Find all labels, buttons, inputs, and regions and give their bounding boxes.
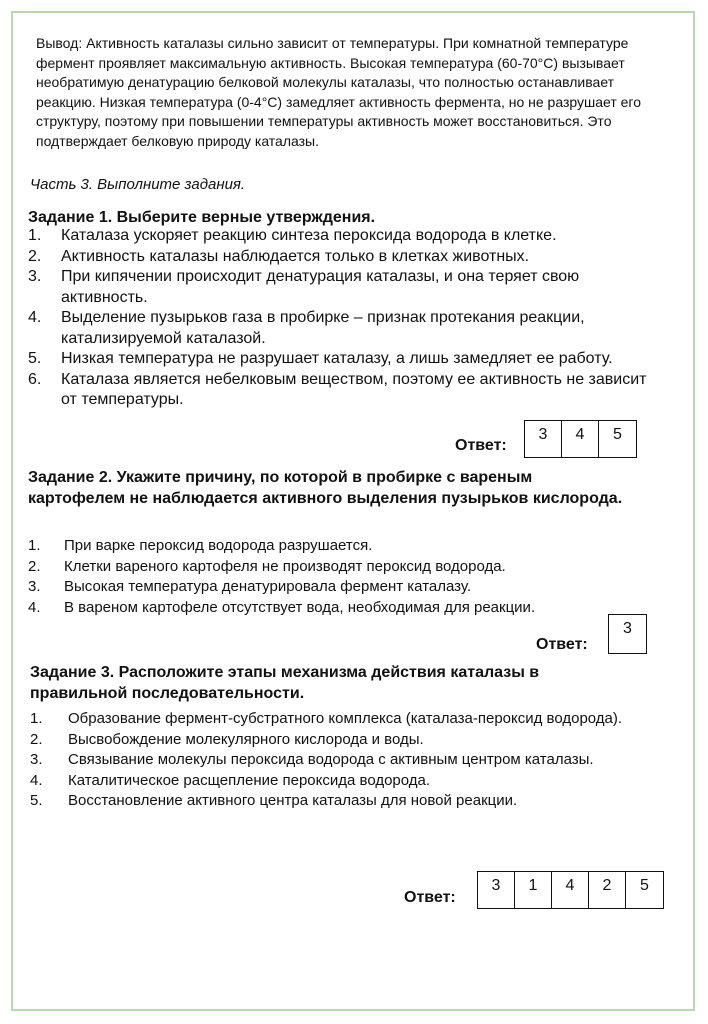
conclusion-text: Вывод: Активность каталазы сильно зависит от температуры. При комнатной температуре фермент проявляет максимальную активность. Высокая температура (60-70°С) вызывает необратимую денатурацию белковой молекулы каталазы, что полностью останавливает реакцию. Низкая температура (0-4°С) замедляет активность фермента, но не разрушает его структуру, поэтому при повышении температуры активность может восстановиться. Это подтверждает белковую природу каталазы. (36, 35, 642, 149)
part-heading: Часть 3. Выполните задания. (30, 176, 246, 193)
answer-cell[interactable]: 5 (613, 426, 622, 443)
item-text: Каталитическое расщепление пероксида водорода. (68, 771, 431, 789)
item-text: В вареном картофеле отсутствует вода, необходимая для реакции. (64, 598, 536, 616)
item-number: 3. (30, 751, 43, 768)
item-number: 1. (28, 227, 42, 244)
answer-cell[interactable]: 2 (589, 872, 626, 908)
answer-cell[interactable]: 5 (640, 877, 649, 894)
task2-title: Задание 2. Укажите причину, по которой в пробирке с вареным картофелем не наблюдается активного выделения пузырьков кислорода. (28, 469, 623, 507)
item-number: 3. (28, 268, 42, 285)
list-item (28, 349, 648, 370)
item-text: Активность каталазы наблюдается только в клетках животных. (61, 247, 530, 265)
list-item (28, 370, 648, 411)
answer-cell[interactable]: 1 (515, 872, 552, 908)
task1-answer-label: Ответ: (455, 437, 507, 454)
page-border (11, 11, 695, 1011)
list-item (30, 750, 650, 771)
task1-list (28, 226, 648, 411)
item-text: При варке пероксид водорода разрушается. (64, 537, 373, 554)
list-item (28, 308, 648, 349)
task3-answer-label: Ответ: (404, 889, 456, 906)
list-item (30, 791, 650, 812)
answer-cell[interactable]: 4 (552, 872, 589, 908)
item-number: 2. (30, 730, 43, 748)
list-item (28, 577, 648, 598)
answer-cell[interactable]: 4 (562, 421, 599, 457)
item-text: Низкая температура не разрушает каталазу, а лишь замедляет ее работу. (61, 350, 613, 367)
item-text: Восстановление активного центра каталазы для новой реакции. (68, 792, 518, 809)
list-item (28, 536, 648, 557)
list-item (28, 226, 648, 247)
item-number: 2. (28, 247, 42, 265)
item-text: Высвобождение молекулярного кислорода и воды. (68, 730, 424, 748)
list-item (30, 771, 650, 792)
item-text: Каталаза ускоряет реакцию синтеза пероксида водорода в клетке. (61, 227, 557, 244)
item-number: 4. (28, 309, 42, 326)
list-item (30, 730, 650, 751)
item-number: 1. (30, 710, 43, 727)
item-number: 3. (28, 578, 41, 595)
task2-answer-label: Ответ: (536, 636, 588, 653)
item-number: 6. (28, 370, 42, 388)
item-number: 2. (28, 557, 41, 575)
answer-cell[interactable]: 3 (525, 421, 562, 457)
item-text: Клетки вареного картофеля не производят пероксид водорода. (64, 557, 506, 575)
task3-title: Задание 3. Расположите этапы механизма действия каталазы в правильной последовательности. (30, 664, 540, 702)
list-item (28, 247, 648, 268)
item-text: Каталаза является небелковым веществом, поэтому ее активность не зависит от температуры. (61, 370, 647, 408)
item-text: Выделение пузырьков газа в пробирке – признак протекания реакции, катализируемой каталазой. (61, 309, 585, 347)
item-number: 4. (30, 771, 43, 789)
list-item (28, 267, 648, 308)
item-text: Высокая температура денатурировала фермент каталазу. (64, 578, 472, 595)
list-item (28, 557, 648, 578)
list-item (28, 598, 648, 619)
answer-cell[interactable]: 3 (623, 620, 632, 637)
task1-title: Задание 1. Выберите верные утверждения. (28, 209, 376, 226)
task3-list (30, 709, 650, 812)
list-item (30, 709, 650, 730)
item-number: 5. (28, 350, 42, 367)
answer-cell[interactable]: 3 (478, 872, 515, 908)
item-text: Образование фермент-субстратного комплекса (каталаза-пероксид водорода). (68, 710, 623, 727)
item-number: 5. (30, 792, 43, 809)
task2-list (28, 536, 648, 618)
item-number: 1. (28, 537, 41, 554)
task1-answer-box (524, 420, 637, 458)
item-text: Связывание молекулы пероксида водорода с активным центром каталазы. (68, 751, 594, 768)
task2-answer-box (608, 614, 647, 654)
item-text: При кипячении происходит денатурация каталазы, и она теряет свою активность. (61, 268, 580, 306)
item-number: 4. (28, 598, 41, 616)
task3-answer-box (477, 871, 664, 909)
